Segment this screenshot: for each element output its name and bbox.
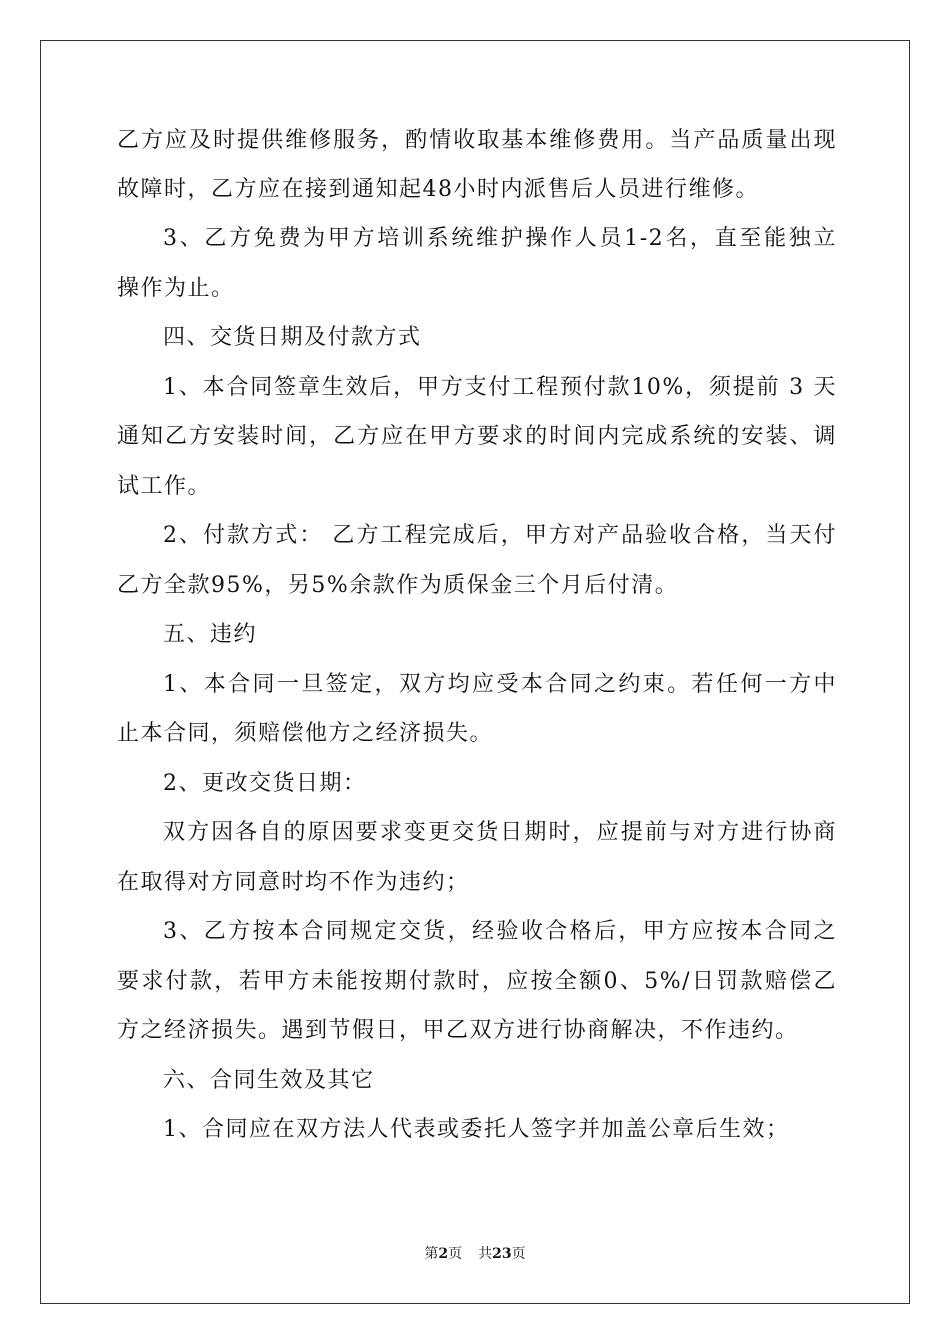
text-line: 3、乙方免费为甲方培训系统维护操作人员1-2名，直至能独立 [163,226,837,251]
text-line: 1、本合同签章生效后，甲方支付工程预付款10%，须提前 3 天 [163,375,837,400]
page-prefix: 第 [424,1246,439,1262]
page-suffix: 页 [448,1246,463,1262]
text-line: 方之经济损失。遇到节假日，甲乙双方进行协商解决，不作违约。 [117,1018,799,1043]
text-line: 2、付款方式： 乙方工程完成后，甲方对产品验收合格，当天付 [163,523,837,548]
text-line: 2、更改交货日期： [163,771,367,796]
text-line: 乙方全款95%，另5%余款作为质保金三个月后付清。 [117,573,679,598]
page-number: 2 [438,1246,449,1262]
text-line: 止本合同，须赔偿他方之经济损失。 [117,721,494,746]
text-line: 故障时，乙方应在接到通知起48小时内派售后人员进行维修。 [117,177,759,202]
total-pages: 23 [492,1246,512,1262]
text-line: 在取得对方同意时均不作为违约； [117,870,470,895]
text-line: 要求付款，若甲方未能按期付款时，应按全额0、5%/日罚款赔偿乙 [117,969,837,994]
section-heading: 四、交货日期及付款方式 [163,325,422,350]
page-footer [0,1244,950,1264]
text-line: 试工作。 [117,474,212,499]
total-suffix: 页 [511,1246,526,1262]
text-line: 3、乙方按本合同规定交货，经验收合格后，甲方应按本合同之 [163,919,837,944]
text-line: 操作为止。 [117,276,235,301]
text-line: 通知乙方安装时间，乙方应在甲方要求的时间内完成系统的安装、调 [117,424,837,449]
total-prefix: 共 [478,1246,493,1262]
section-heading: 五、违约 [163,622,258,647]
text-line: 1、合同应在双方法人代表或委托人签字并加盖公章后生效； [163,1117,790,1142]
text-line: 双方因各自的原因要求变更交货日期时，应提前与对方进行协商 [163,820,837,845]
text-line: 1、本合同一旦签定，双方均应受本合同之约束。若任何一方中 [163,672,837,697]
section-heading: 六、合同生效及其它 [163,1068,375,1093]
text-line: 乙方应及时提供维修服务，酌情收取基本维修费用。当产品质量出现 [117,128,837,153]
